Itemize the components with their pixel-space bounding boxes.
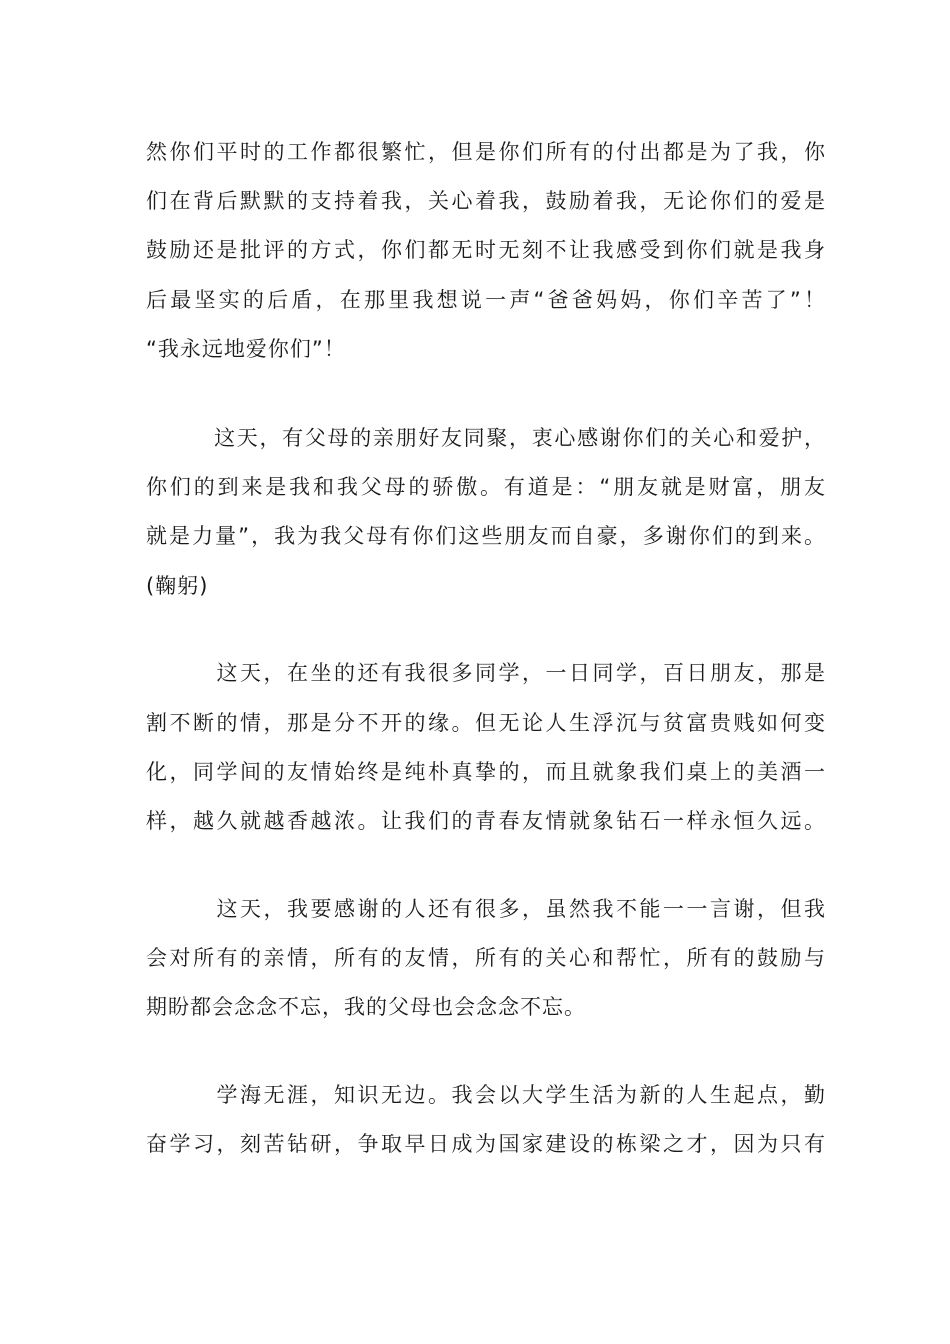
paragraph-3-line-4: 样，越久就越香越浓。让我们的青春友情就象钻石一样永恒久远。 (146, 809, 826, 833)
paragraph-2-line-1: 这天，有父母的亲朋好友同聚，衷心感谢你们的关心和爱护， (146, 426, 826, 450)
paragraph-3-line-2: 割不断的情，那是分不开的缘。但无论人生浮沉与贫富贵贱如何变 (146, 711, 826, 735)
paragraph-5-line-1: 学海无涯，知识无边。我会以大学生活为新的人生起点，勤 (146, 1083, 826, 1107)
paragraph-4-line-2: 会对所有的亲情，所有的友情，所有的关心和帮忙，所有的鼓励与 (146, 946, 826, 970)
paragraph-2-line-3: 就是力量”，我为我父母有你们这些朋友而自豪，多谢你们的到来。 (146, 524, 826, 548)
paragraph-4-line-1: 这天，我要感谢的人还有很多，虽然我不能一一言谢，但我 (146, 897, 826, 921)
paragraph-2-line-2: 你们的到来是我和我父母的骄傲。有道是：“朋友就是财富，朋友 (146, 475, 826, 499)
paragraph-1-line-4: 后最坚实的后盾，在那里我想说一声“爸爸妈妈，你们辛苦了”！ (146, 288, 826, 312)
paragraph-1-line-3: 鼓励还是批评的方式，你们都无时无刻不让我感受到你们就是我身 (146, 238, 826, 262)
paragraph-2-line-4: (鞠躬) (146, 574, 209, 598)
paragraph-5-line-2: 奋学习，刻苦钻研，争取早日成为国家建设的栋梁之才，因为只有 (146, 1132, 826, 1156)
paragraph-4-line-3: 期盼都会念念不忘，我的父母也会念念不忘。 (146, 995, 586, 1019)
paragraph-1-line-1: 然你们平时的工作都很繁忙，但是你们所有的付出都是为了我，你 (146, 140, 826, 164)
paragraph-3-line-1: 这天，在坐的还有我很多同学，一日同学，百日朋友，那是 (146, 661, 826, 685)
paragraph-1-line-5: “我永远地爱你们”！ (146, 337, 346, 361)
paragraph-1-line-2: 们在背后默默的支持着我，关心着我，鼓励着我，无论你们的爱是 (146, 189, 826, 213)
paragraph-3-line-3: 化，同学间的友情始终是纯朴真挚的，而且就象我们桌上的美酒一 (146, 760, 826, 784)
